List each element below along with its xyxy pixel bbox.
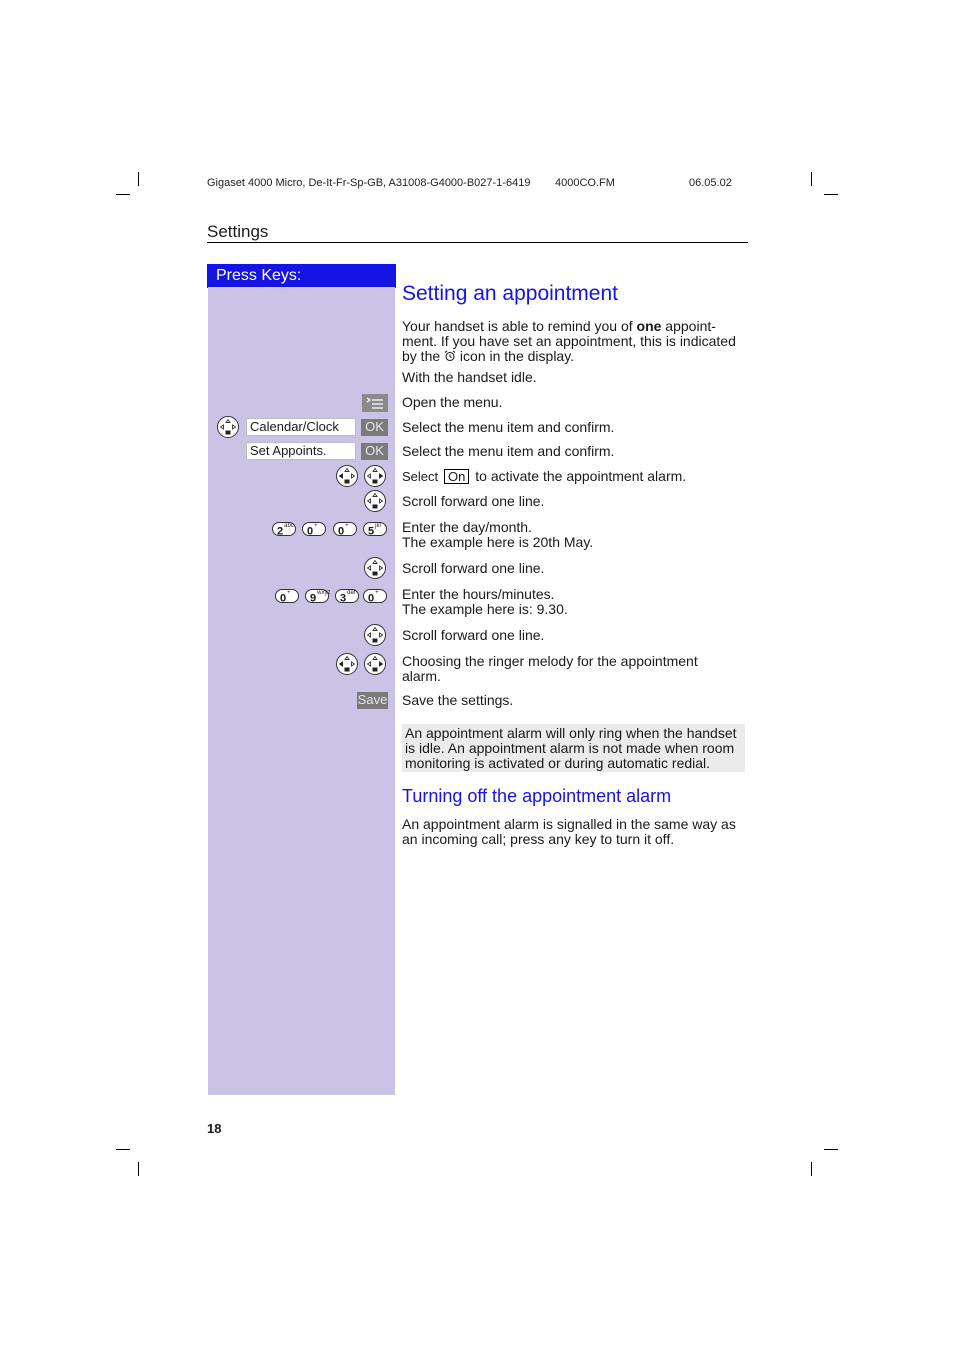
step-select-confirm-2: Select the menu item and confirm.: [402, 443, 615, 459]
enter-time-example: The example here is: 9.30.: [402, 601, 568, 617]
doc-info: Gigaset 4000 Micro, De-It-Fr-Sp-GB, A31008-G4000-B027-1-6419: [207, 177, 531, 189]
crop-mark: [138, 1162, 139, 1176]
page-heading: Setting an appointment: [402, 282, 618, 305]
crop-mark: [116, 194, 130, 195]
section-title: Settings: [207, 222, 269, 241]
menu-key[interactable]: [362, 394, 388, 412]
key-9[interactable]: $9^{wxyz}$: [305, 589, 329, 603]
note-box: [402, 724, 745, 772]
nav-key-left[interactable]: [336, 653, 358, 675]
nav-key-down[interactable]: [364, 557, 386, 579]
save-softkey[interactable]: Save: [357, 692, 388, 707]
crop-mark: [138, 172, 139, 186]
subheading-turn-off: Turning off the appointment alarm: [402, 786, 672, 806]
intro-text: by the: [402, 348, 445, 364]
turn-off-line: an incoming call; press any key to turn it off.: [402, 831, 675, 847]
idle-note: With the handset idle.: [402, 369, 537, 385]
step-enter-time: [402, 587, 747, 617]
step-open-menu: Open the menu.: [402, 394, 503, 410]
note-line: monitoring is activated or during automatic redial.: [405, 755, 711, 771]
nav-key-left-icon: [337, 466, 357, 486]
nav-key-up-down[interactable]: [217, 416, 239, 438]
menu-item-set-appoints[interactable]: Set Appoints.: [246, 442, 356, 460]
key-2[interactable]: $2^{abc}$: [272, 522, 296, 536]
step-save: Save the settings.: [402, 692, 514, 708]
intro-emphasis: one: [636, 318, 662, 334]
nav-key-down[interactable]: [364, 624, 386, 646]
enter-date-line: Enter the day/month.: [402, 519, 532, 535]
intro-text: ment. If you have set an appointment, this is indicated: [402, 333, 736, 349]
step-scroll-3: Scroll forward one line.: [402, 627, 545, 643]
crop-mark: [824, 1149, 838, 1150]
key-0[interactable]: 0+: [333, 522, 357, 536]
nav-key-right[interactable]: [364, 653, 386, 675]
key-0[interactable]: 0+: [302, 522, 326, 536]
key-3[interactable]: $3^{def}$: [335, 589, 359, 603]
key-0[interactable]: 0+: [275, 589, 299, 603]
file-name: 4000CO.FM: [555, 177, 615, 189]
activate-text: to activate the appointment alarm.: [475, 468, 687, 484]
intro-text: Your handset is able to remind you of: [402, 318, 637, 334]
on-display-option: On: [444, 469, 469, 484]
step-scroll-2: Scroll forward one line.: [402, 560, 545, 576]
step-melody: [402, 654, 747, 684]
enter-date-example: The example here is 20th May.: [402, 534, 594, 550]
select-word: Select: [402, 469, 439, 484]
menu-item-calendar-clock[interactable]: Calendar/Clock: [246, 418, 356, 436]
key-0[interactable]: 0+: [363, 589, 387, 603]
step-enter-date: [402, 520, 747, 550]
intro-text: appoint-: [661, 318, 716, 334]
note-line: is idle. An appointment alarm is not made when room: [405, 740, 735, 756]
page-number: 18: [207, 1121, 222, 1136]
alarm-clock-icon: [444, 350, 456, 362]
crop-mark: [824, 194, 838, 195]
nav-key-down-icon: [365, 558, 385, 578]
press-keys-title: Press Keys:: [207, 264, 396, 288]
nav-key-icon: [218, 417, 238, 437]
crop-mark: [116, 1149, 130, 1150]
nav-key-down[interactable]: [364, 490, 386, 512]
step-select-confirm-1: Select the menu item and confirm.: [402, 419, 615, 435]
crop-mark: [811, 172, 812, 186]
enter-time-line: Enter the hours/minutes.: [402, 586, 555, 602]
note-line: An appointment alarm will only ring when the handset: [405, 725, 737, 741]
nav-key-right-icon: [365, 654, 385, 674]
nav-key-left-icon: [337, 654, 357, 674]
nav-key-down-icon: [365, 625, 385, 645]
header-rule: [207, 242, 748, 243]
intro-paragraph: [402, 319, 747, 364]
melody-line: alarm.: [402, 668, 441, 684]
key-5[interactable]: $5^{jkl}$: [363, 522, 387, 536]
menu-icon: [362, 394, 388, 412]
nav-key-right-icon: [365, 466, 385, 486]
step-scroll-1: Scroll forward one line.: [402, 493, 545, 509]
doc-date: 06.05.02: [689, 177, 732, 189]
nav-key-left[interactable]: [336, 465, 358, 487]
turn-off-paragraph: [402, 817, 747, 847]
nav-key-right[interactable]: [364, 465, 386, 487]
step-activate-alarm: [402, 469, 747, 484]
turn-off-line: An appointment alarm is signalled in the same way as: [402, 816, 736, 832]
melody-line: Choosing the ringer melody for the appointment: [402, 653, 698, 669]
crop-mark: [811, 1162, 812, 1176]
ok-softkey[interactable]: OK: [361, 419, 388, 436]
ok-softkey[interactable]: OK: [361, 443, 388, 460]
intro-text: icon in the display.: [456, 348, 575, 364]
nav-key-down-icon: [365, 491, 385, 511]
